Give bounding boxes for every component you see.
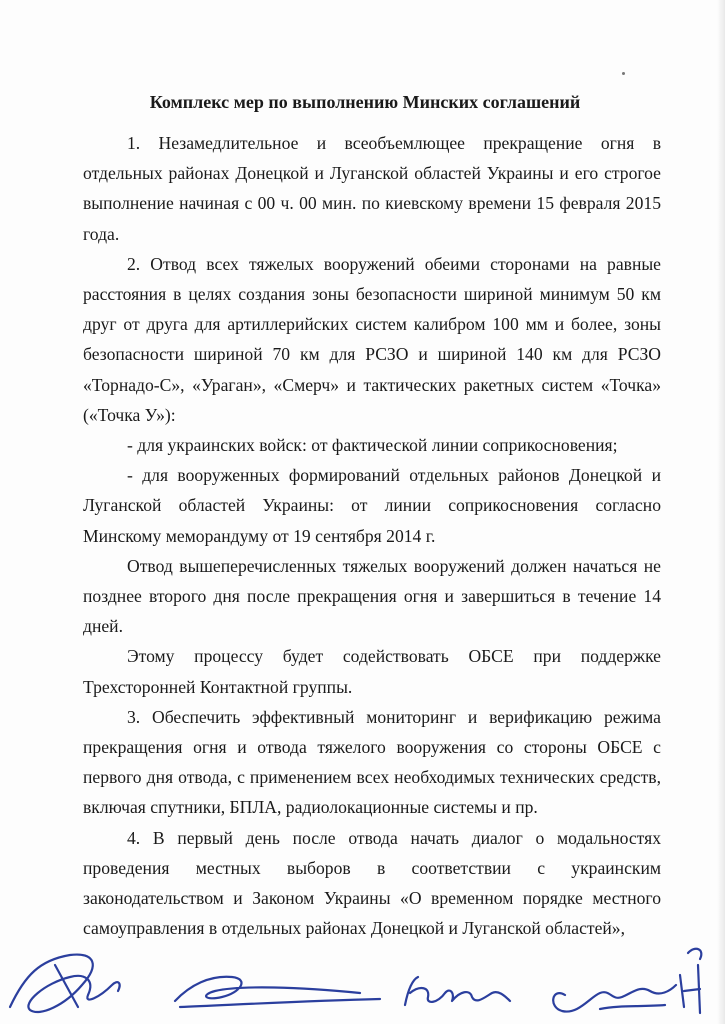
signatures [0, 935, 725, 1024]
paragraph-8: 4. В первый день после отвода начать диалог о модальностях проведения местных выборов в соответствии с украинским законодательством и Законом Украины «О временном порядке местного самоуправления в отдельных районах Донецкой и Луганской областей», [83, 827, 661, 939]
paragraph-7: 3. Обеспечить эффективный мониторинг и верификацию режима прекращения огня и отвода тяжелого вооружения со стороны ОБСЕ с первого дня отвода, с применением всех необходимых технических средств, включая спутники, БПЛА, радиолокационные системы и пр. [83, 706, 661, 818]
page-edge-shadow [717, 0, 725, 1024]
document-body [83, 128, 661, 943]
signature-4-stroke [600, 1005, 665, 1009]
paragraph-3: - для украинских войск: от фактической линии соприкосновения; [127, 435, 618, 456]
paragraph-5: Отвод вышеперечисленных тяжелых вооружений должен начаться не позднее второго дня после прекращения огня и завершиться в течение 14 дней. [83, 555, 661, 637]
signature-2-stroke [180, 999, 380, 1007]
signature-5-ink [680, 949, 701, 1013]
signature-2-ink [175, 977, 360, 1001]
paragraph-6: Этому процессу будет содействовать ОБСЕ при поддержке Трехсторонней Контактной группы. [83, 646, 661, 697]
paragraph-1: 1. Незамедлительное и всеобъемлющее прекращение огня в отдельных районах Донецкой и Луганской областей Украины и его строгое выполнение начиная с 00 ч. 00 мин. по киевскому времени 15 февраля 2015 года. [83, 133, 661, 244]
signature-3-ink [405, 977, 510, 1005]
paragraph-4: - для вооруженных формирований отдельных районов Донецкой и Луганской областей Украины: от линии соприкосновения согласно Минскому меморандуму от 19 сентября 2014 г. [83, 465, 661, 546]
paragraph-2: 2. Отвод всех тяжелых вооружений обеими сторонами на равные расстояния в целях создания зоны безопасности шириной минимум 50 км друг от друга для артиллерийских систем калибром 100 мм и более, зоны безопасности шириной 70 км для РСЗО и шириной 140 км для РСЗО «Торнадо-С», «Ураган», «Смерч» и тактических ракетных систем «Точка» («Точка У»): [83, 253, 661, 425]
scan-speck [622, 72, 625, 75]
document-title: Комплекс мер по выполнению Минских соглашений [149, 92, 581, 112]
